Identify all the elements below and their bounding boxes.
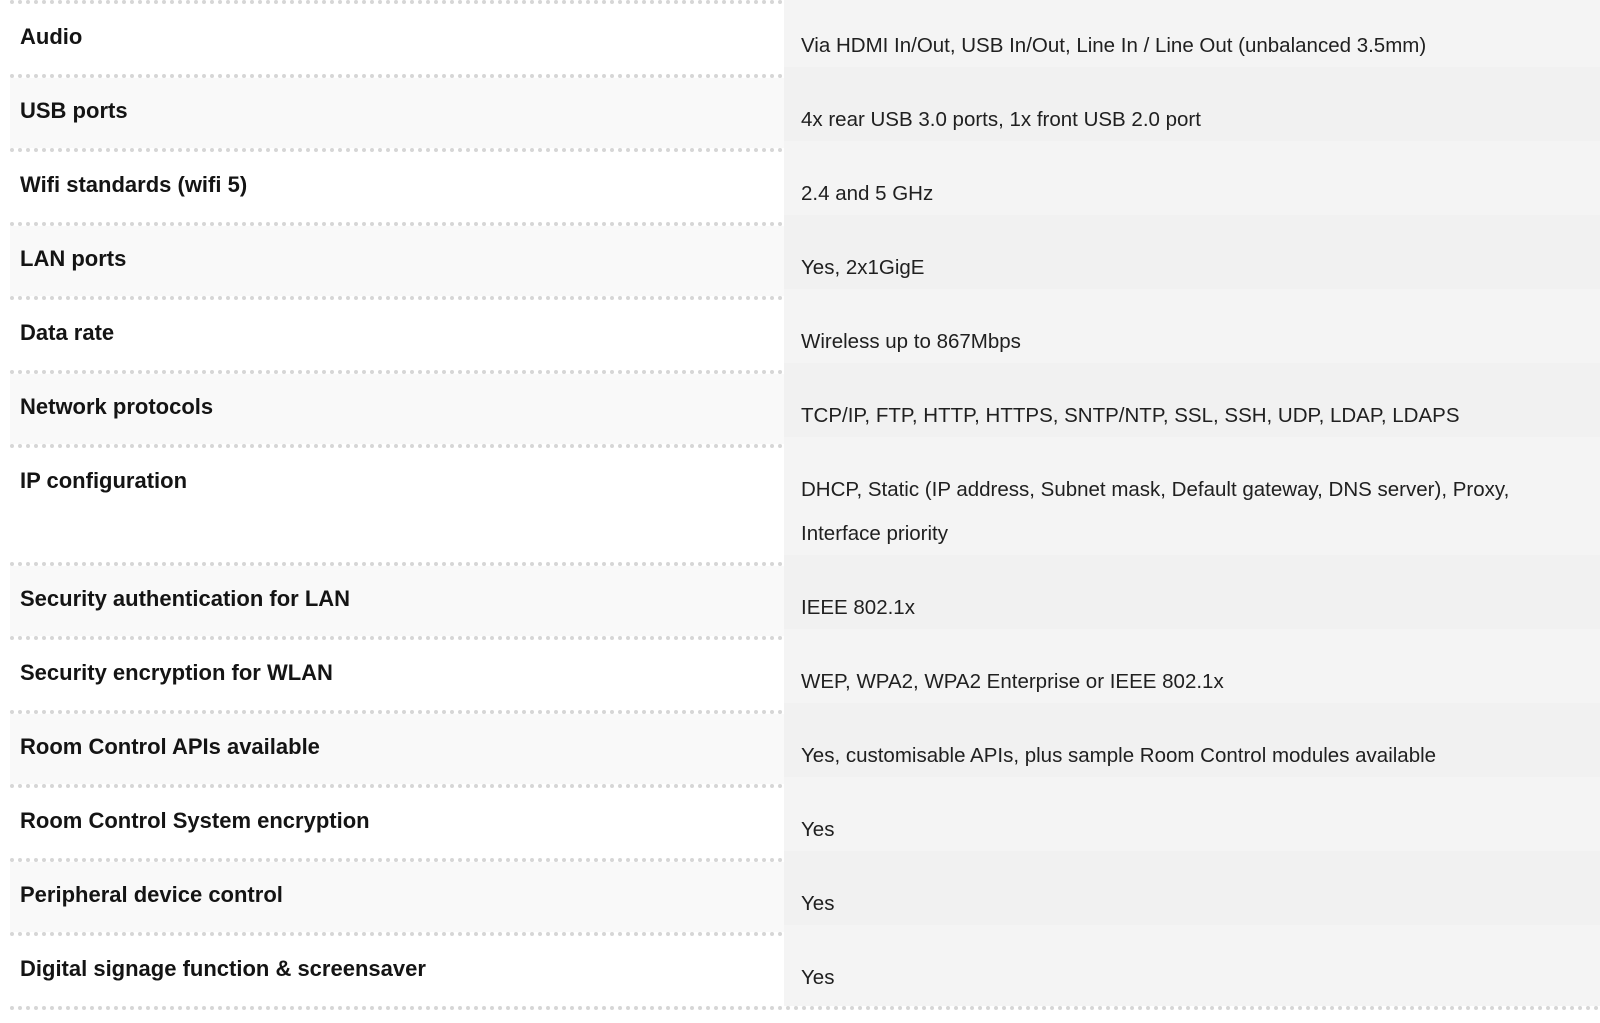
spec-value-text: Yes — [801, 892, 835, 915]
spec-value — [784, 851, 1600, 932]
spec-value — [784, 703, 1600, 784]
spec-value-text: Yes, customisable APIs, plus sample Room Control modules available — [801, 744, 1437, 767]
spec-label: Audio — [10, 4, 784, 74]
spec-value — [784, 67, 1600, 148]
spec-value-text: 2.4 and 5 GHz — [801, 182, 934, 205]
spec-value — [784, 555, 1600, 636]
spec-value-text: Yes — [801, 966, 835, 989]
spec-label: IP configuration — [10, 448, 784, 562]
spec-label: Security encryption for WLAN — [10, 640, 784, 710]
spec-label: LAN ports — [10, 226, 784, 296]
spec-value-text: Yes — [801, 818, 835, 841]
spec-value — [784, 141, 1600, 222]
spec-row-ip-configuration — [10, 448, 1600, 566]
spec-label: USB ports — [10, 78, 784, 148]
spec-value-text: Via HDMI In/Out, USB In/Out, Line In / Line Out (unbalanced 3.5mm) — [801, 34, 1427, 57]
spec-value-text: 4x rear USB 3.0 ports, 1x front USB 2.0 port — [801, 108, 1201, 131]
spec-value — [784, 777, 1600, 858]
spec-value — [784, 0, 1600, 74]
spec-value-text: Wireless up to 867Mbps — [801, 330, 1021, 353]
spec-value — [784, 363, 1600, 444]
spec-label: Wifi standards (wifi 5) — [10, 152, 784, 222]
spec-label: Network protocols — [10, 374, 784, 444]
spec-table — [10, 0, 1600, 1010]
spec-value — [784, 289, 1600, 370]
spec-label: Room Control APIs available — [10, 714, 784, 784]
spec-label: Digital signage function & screensaver — [10, 936, 784, 1006]
spec-value-text: IEEE 802.1x — [801, 596, 915, 619]
spec-label: Data rate — [10, 300, 784, 370]
spec-value — [784, 437, 1600, 562]
spec-value — [784, 925, 1600, 1006]
spec-row-digital-signage — [10, 936, 1600, 1010]
spec-label: Security authentication for LAN — [10, 566, 784, 636]
spec-label: Room Control System encryption — [10, 788, 784, 858]
spec-value-text: DHCP, Static (IP address, Subnet mask, Default gateway, DNS server), Proxy, Interface priority — [801, 478, 1510, 545]
spec-label: Peripheral device control — [10, 862, 784, 932]
spec-value-text: Yes, 2x1GigE — [801, 256, 925, 279]
spec-value — [784, 629, 1600, 710]
spec-value — [784, 215, 1600, 296]
spec-value-text: WEP, WPA2, WPA2 Enterprise or IEEE 802.1x — [801, 670, 1224, 693]
spec-value-text: TCP/IP, FTP, HTTP, HTTPS, SNTP/NTP, SSL, SSH, UDP, LDAP, LDAPS — [801, 404, 1460, 427]
